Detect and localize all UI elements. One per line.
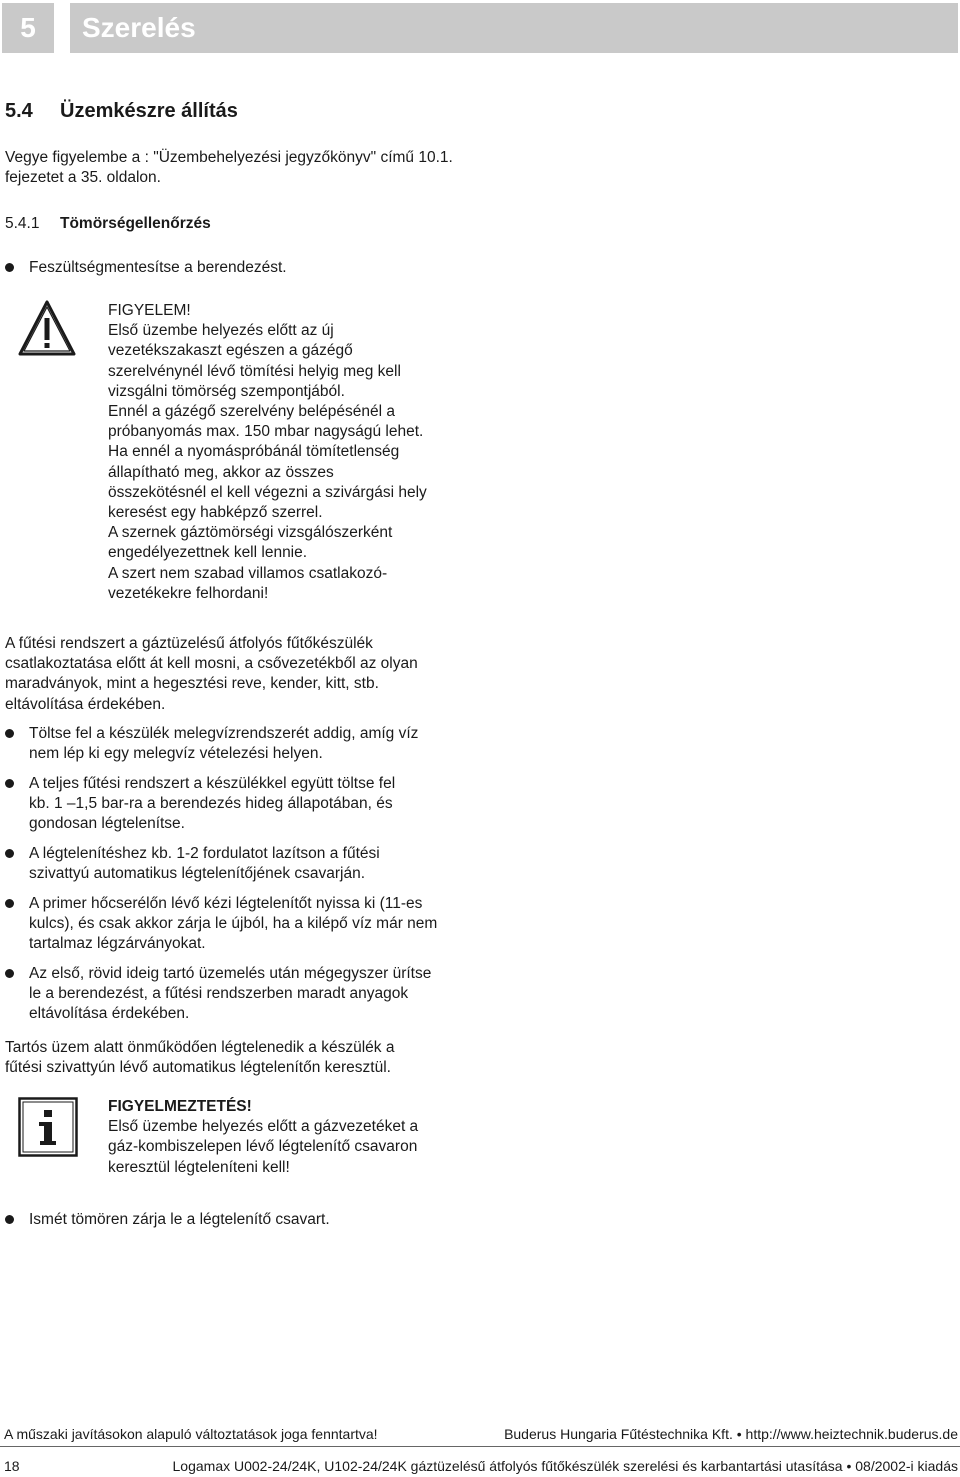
footer-doc-title: Logamax U002-24/24K, U102-24/24K gáztüzelésű átfolyós fűtőkészülék szerelési és karbantartási utasítása • 08/2002-i kiadás [172,1458,958,1474]
bullet-dot [5,1215,14,1224]
bullet-drain [5,964,431,1025]
flush-paragraph [5,634,475,715]
bullet-line: tartalmaz légzárványokat. [29,935,206,953]
section-heading [5,100,238,123]
footer-divider [0,1446,960,1447]
bullet-fill-heating [5,774,395,835]
warning-line: vizsgálni tömörség szempontjából. [108,382,345,400]
warning-line: vezetékekre felhordani! [108,584,269,602]
bullet-line: szivattyú automatikus légtelenítőjének csavarján. [29,865,366,883]
paragraph-line: maradványok, mint a hegesztési reve, kender, kitt, stb. [5,675,379,693]
warning-line: vezetékszakaszt egészen a gázégő [108,342,353,360]
bullet-line: le a berendezést, a fűtési rendszerben maradt anyagok [29,985,409,1003]
section-number: 5.4 [5,100,33,122]
warning-line: állapítható meg, akkor az összes [108,463,334,481]
info-note [108,1097,468,1178]
footer-company: Buderus Hungaria Fűtéstechnika Kft. • http://www.heiztechnik.buderus.de [504,1426,958,1442]
warning-line: A szernek gáztömörségi vizsgálószerként [108,524,393,542]
info-icon [18,1097,78,1157]
paragraph-line: Tartós üzem alatt önműködően légtelenedik a készülék a [5,1039,395,1056]
warning-line: szerelvénynél lévő tömítési helyig meg kell [108,362,401,380]
chapter-number: 5 [2,3,54,53]
bullet-text: Ismét tömören zárja le a légtelenítő csavart. [29,1211,330,1228]
bullet-text: Feszültségmentesítse a berendezést. [29,259,287,276]
warning-line: Ennél a gázégő szerelvény belépésénél a [108,403,395,421]
warning-line: Első üzembe helyezés előtt az új [108,322,334,340]
bullet-dot [5,899,14,908]
subsection-heading [5,215,211,233]
bullet-line: Töltse fel a készülék melegvízrendszerét addig, amíg víz [29,725,419,742]
auto-vent-paragraph [5,1038,475,1078]
info-line: Első üzembe helyezés előtt a gázvezetéket a [108,1118,419,1136]
intro-paragraph: Vegye figyelembe a : "Üzembehelyezési jegyzőkönyv" című 10.1. fejezetet a 35. oldalon. [5,149,453,187]
bullet-line: Az első, rövid ideig tartó üzemelés után mégegyszer ürítse [29,965,432,982]
bullet-line: A primer hőcserélőn lévő kézi légtelenítőt nyissa ki (11-es [29,895,423,912]
paragraph-line: fűtési szivattyún lévő automatikus légtelenítőn keresztül. [5,1059,391,1077]
bullet-line: eltávolítása érdekében. [29,1005,190,1023]
bullet-dot [5,263,14,272]
bullet-close-screw [5,1210,330,1230]
bullet-dot [5,729,14,738]
bullet-dot [5,969,14,978]
bullet-line: kb. 1 –1,5 bar-ra a berendezés hideg állapotában, és [29,795,393,813]
bullet-line: gondosan légtelenítse. [29,815,185,833]
chapter-title: Szerelés [70,3,958,53]
bullet-line: A teljes fűtési rendszert a készülékkel együtt töltse fel [29,775,396,792]
warning-title: FIGYELEM! [108,302,191,319]
bullet-dot [5,779,14,788]
info-line: gáz-kombiszelepen lévő légtelenítő csavaron [108,1138,418,1156]
warning-line: Ha ennél a nyomáspróbánál tömítetlenség [108,443,400,461]
paragraph-line: eltávolítása érdekében. [5,695,166,713]
bullet-line: A légtelenítéshez kb. 1-2 fordulatot lazítson a fűtési [29,845,380,862]
warning-line: A szert nem szabad villamos csatlakozó- [108,564,388,582]
bullet-pump-vent [5,844,380,884]
section-title: Üzemkészre állítás [60,100,238,122]
bullet-manual-vent [5,894,437,955]
warning-line: keresést egy habképző szerrel. [108,504,323,522]
bullet-line: kulcs), és csak akkor zárja le újból, ha a kilépő víz már nem [29,915,438,933]
info-line: keresztül légteleníteni kell! [108,1158,290,1176]
warning-line: próbanyomás max. 150 mbar nagyságú lehet. [108,423,424,441]
bullet-line: nem lép ki egy melegvíz vételezési helyen. [29,745,323,763]
subsection-number: 5.4.1 [5,215,40,232]
subsection-title: Tömörségellenőrzés [60,215,211,232]
bullet-fill-dhw [5,724,418,764]
paragraph-line: csatlakoztatása előtt át kell mosni, a csővezetékből az olyan [5,655,418,673]
paragraph-line: A fűtési rendszert a gáztüzelésű átfolyós fűtőkészülék [5,635,373,652]
warning-note [108,301,488,604]
info-title: FIGYELMEZTETÉS! [108,1098,252,1115]
bullet-power-off [5,258,287,278]
bullet-dot [5,849,14,858]
warning-triangle-icon [16,298,78,360]
warning-line: engedélyezettnek kell lennie. [108,544,308,562]
footer-note: A műszaki javításokon alapuló változtatások joga fenntartva! [4,1426,378,1442]
warning-line: összekötésnél el kell végezni a szivárgási hely [108,483,427,501]
page-number: 18 [4,1458,20,1474]
